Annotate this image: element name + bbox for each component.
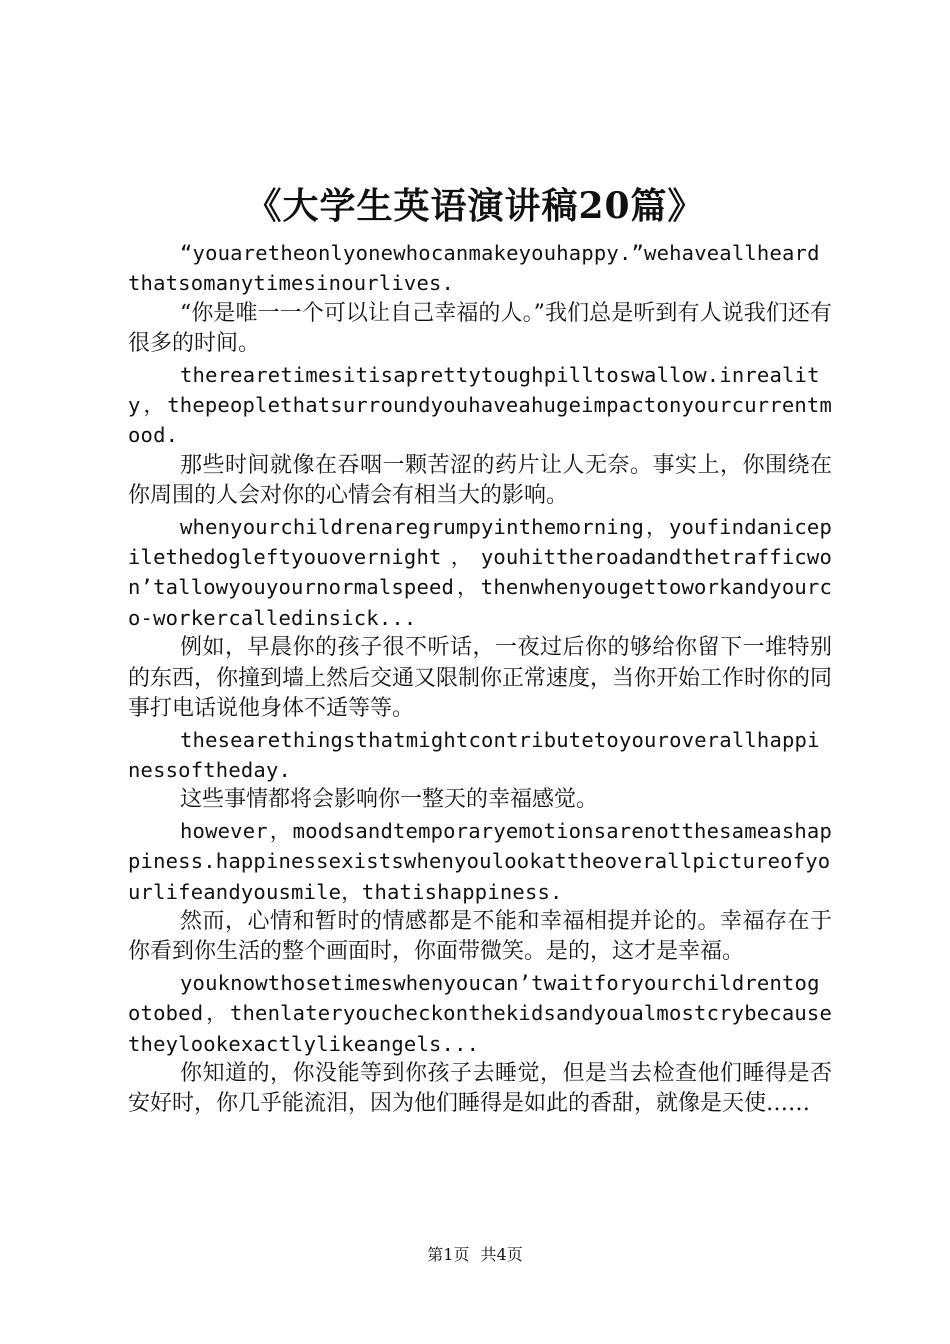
paragraph-en-3: whenyourchildrenaregrumpyinthemorning，youfindanicepilethedogleftyouovernight，youhittheroadandthetrafficwon’tallowyouyournormalspeed，thenwhenyougettoworkandyourco-workercalledinsick...: [128, 514, 832, 630]
paragraph-en-1: “youaretheonlyonewhocanmakeyouhappy.”wehaveallheardthatsomanytimesinourlives.: [128, 241, 820, 296]
document-title: 《大学生英语演讲稿20篇》: [245, 185, 705, 227]
paragraph-en-6: youknowthosetimeswhenyoucan’twaitforyourchildrentogotobed，thenlateryoucheckonthekidsandyoualmostcrybecausetheylookexactlylikeangels...: [128, 970, 832, 1056]
paragraph-zh-3: 例如，早晨你的孩子很不听话，一夜过后你的够给你留下一堆特别的东西，你撞到墙上然后交通又限制你正常速度，当你开始工作时你的同事打电话说他身体不适等等。: [128, 635, 833, 722]
page-footer: [0, 1244, 950, 1266]
paragraph-en-4: thesearethingsthatmightcontributetoyouroverallhappinessoftheday.: [128, 727, 820, 782]
paragraph-en-5: however，moodsandtemporaryemotionsarenotthesameashappiness.happinessexistswhenyoulookattheoverallpictureofyourlifeandyousmile，thatishappiness.: [128, 818, 832, 904]
paragraph-zh-4: 这些事情都将会影响你一整天的幸福感觉。: [180, 787, 599, 813]
paragraph-zh-6: 你知道的，你没能等到你孩子去睡觉，但是当去检查他们睡得是否安好时，你几乎能流泪，因为他们睡得是如此的香甜，就像是天使……: [128, 1060, 832, 1117]
paragraph-zh-1: “你是唯一一个可以让自己幸福的人。”我们总是听到有人说我们还有很多的时间。: [128, 300, 832, 357]
paragraph-zh-5: 然而，心情和暂时的情感都是不能和幸福相提并论的。幸福存在于你看到你生活的整个画面时，你面带微笑。是的，这才是幸福。: [128, 908, 832, 965]
page-number-current: 第1页: [427, 1245, 470, 1264]
paragraph-zh-2: 那些时间就像在吞咽一颗苦涩的药片让人无奈。事实上，你围绕在你周围的人会对你的心情会有相当大的影响。: [128, 452, 832, 509]
paragraph-en-2: therearetimesitisaprettytoughpilltoswallow.inreality，thepeoplethatsurroundyouhaveahugeimpactonyourcurrentmood.: [128, 362, 832, 448]
document-body: [128, 238, 832, 1120]
page-number-total: 共4页: [480, 1245, 523, 1264]
